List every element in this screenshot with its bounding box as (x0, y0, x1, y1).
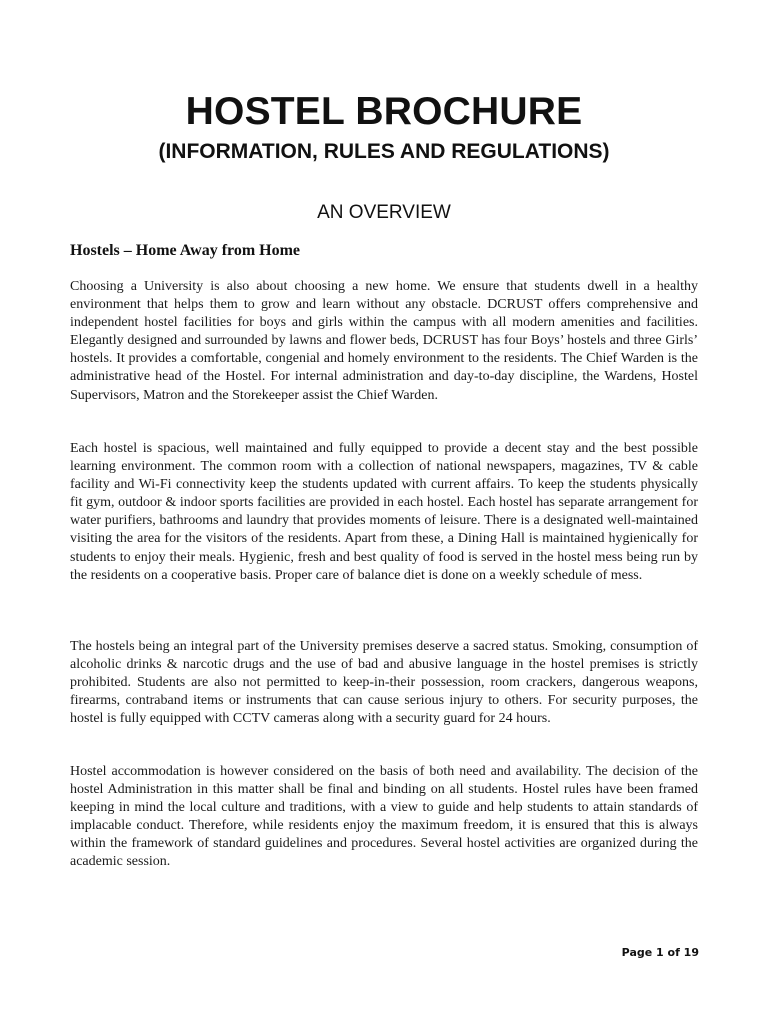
paragraph-facilities: Each hostel is spacious, well maintained and fully equipped to provide a decent stay and the best possible learning environment. The common room with a collection of national newspapers, magazines, TV & cable facility and Wi-Fi connectivity keep the students updated with current affairs. To keep the students physically fit gym, outdoor & indoor sports facilities are provided in each hostel. Each hostel has separate arrangement for water purifiers, bathrooms and laundry that provides moments of leisure. There is a designated well-maintained visiting the area for the visitors of the residents. Apart from these, a Dining Hall is maintained hygienically for students to enjoy their meals. Hygienic, fresh and best quality of food is served in the hostel mess being run by the residents on a cooperative basis. Proper care of balance diet is done on a weekly schedule of mess. (70, 441, 698, 583)
paragraph-rules: The hostels being an integral part of the University premises deserve a sacred status. Smoking, consumption of alcoholic drinks & narcotic drugs and the use of bad and abusive language in the hostel premises is strictly prohibited. Students are also not permitted to keep-in-their possession, room crackers, dangerous weapons, firearms, contraband items or instruments that can cause serious injury to others. For security purposes, the hostel is fully equipped with CCTV cameras along with a security guard for 24 hours. (70, 639, 698, 727)
paragraph-intro: Choosing a University is also about choosing a new home. We ensure that students dwell in a healthy environment that helps them to grow and learn without any obstacle. DCRUST offers comprehensive and independent hostel facilities for boys and girls within the campus with all modern amenities and facilities. Elegantly designed and surrounded by lawns and flower beds, DCRUST has four Boys’ hostels and three Girls’ hostels. It provides a comfortable, congenial and homely environment to the residents. The Chief Warden is the administrative head of the Hostel. For internal administration and day-to-day discipline, the Wardens, Hostel Supervisors, Matron and the Storekeeper assist the Chief Warden. (70, 279, 698, 403)
page-number: Page 1 of 19 (621, 946, 699, 959)
paragraph-accommodation: Hostel accommodation is however considered on the basis of both need and availability. The decision of the hostel Administration in this matter shall be final and binding on all students. Hostel rules have been framed keeping in mind the local culture and traditions, with a view to guide and help students to attain standards of implacable conduct. Therefore, while residents enjoy the maximum freedom, it is ensured that this is always within the framework of standard guidelines and procedures. Several hostel activities are organized during the academic session. (70, 764, 698, 870)
document-title: HOSTEL BROCHURE (185, 90, 583, 133)
section-title: AN OVERVIEW (317, 202, 451, 223)
document-subtitle: (INFORMATION, RULES AND REGULATIONS) (158, 140, 610, 163)
sub-heading: Hostels – Home Away from Home (70, 242, 301, 259)
